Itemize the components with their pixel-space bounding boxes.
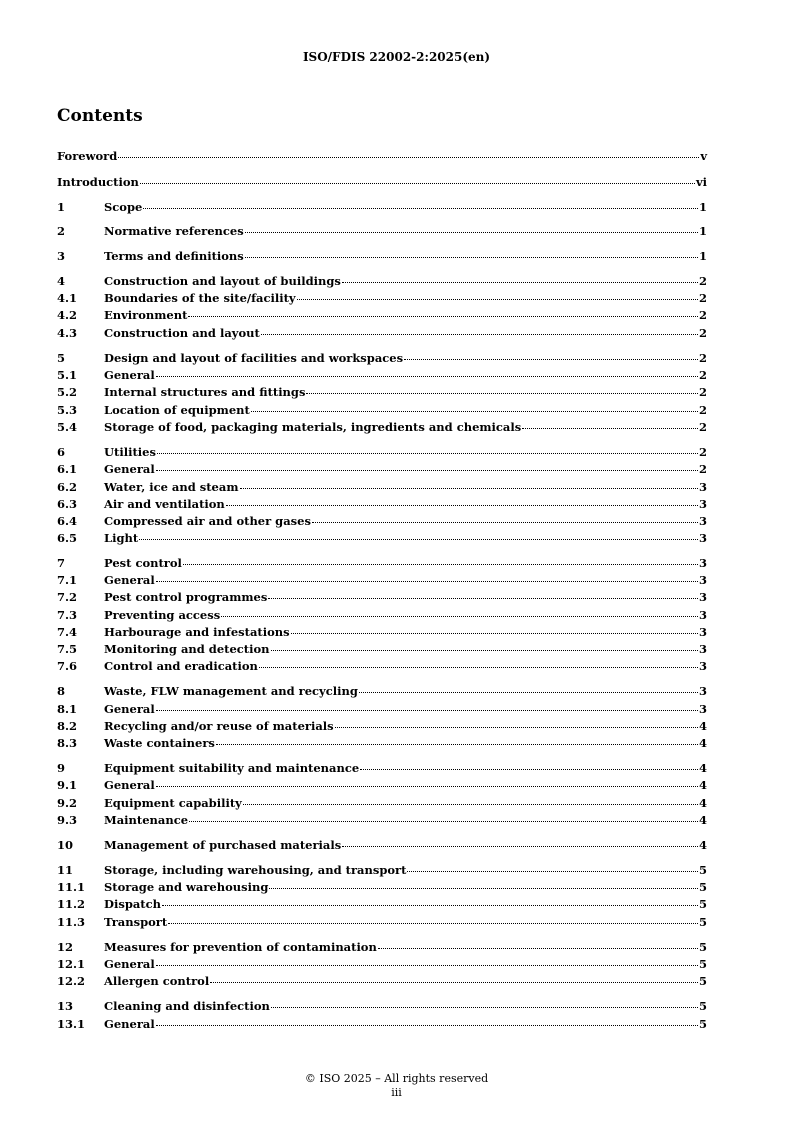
toc-entry-number: 5.3	[57, 403, 78, 417]
toc-entry-page: 3	[698, 702, 707, 716]
toc-entry-number: 10	[57, 838, 74, 852]
toc-entry[interactable]	[57, 812, 707, 828]
toc-entry-page: 5	[698, 940, 707, 954]
toc-entry[interactable]	[57, 461, 707, 477]
toc-entry-page: 2	[698, 445, 707, 459]
toc-entry-label: Introduction	[57, 175, 139, 189]
toc-entry-page: 4	[698, 796, 707, 810]
toc-dot-leader	[297, 298, 698, 300]
toc-entry-label: Storage of food, packaging materials, ingredients and chemicals	[104, 420, 522, 434]
toc-dot-leader	[221, 615, 698, 617]
toc-entry-label: Measures for prevention of contamination	[104, 940, 377, 954]
toc-entry-label: Boundaries of the site/facility	[104, 291, 296, 305]
toc-entry-number: 13.1	[57, 1017, 86, 1031]
toc-entry[interactable]	[57, 199, 707, 215]
toc-dot-leader	[189, 820, 698, 822]
toc-entry-number: 7.3	[57, 608, 78, 622]
toc-entry[interactable]	[57, 956, 707, 972]
toc-entry-number: 9.1	[57, 778, 78, 792]
toc-entry-label: General	[104, 957, 155, 971]
toc-dot-leader	[140, 182, 695, 184]
toc-dot-leader	[259, 666, 698, 668]
toc-entry-label: General	[104, 462, 155, 476]
toc-dot-leader	[291, 632, 698, 634]
toc-entry-label: Harbourage and infestations	[104, 625, 290, 639]
copyright-notice: © ISO 2025 – All rights reserved	[304, 1072, 489, 1085]
toc-entry[interactable]	[57, 290, 707, 306]
toc-entry-label: Equipment capability	[104, 796, 242, 810]
toc-entry-page: 5	[698, 974, 707, 988]
toc-entry-page: 4	[698, 761, 707, 775]
toc-dot-leader	[118, 156, 699, 158]
toc-dot-leader	[168, 922, 698, 924]
toc-entry-number: 1	[57, 200, 66, 214]
toc-entry[interactable]	[57, 624, 707, 640]
toc-entry-label: General	[104, 778, 155, 792]
toc-entry-number: 6.3	[57, 497, 78, 511]
toc-entry-page: 2	[698, 291, 707, 305]
toc-dot-leader	[139, 538, 698, 540]
toc-entry-page: 5	[698, 999, 707, 1013]
toc-entry-label: Water, ice and steam	[104, 480, 239, 494]
toc-entry-page: 2	[698, 420, 707, 434]
toc-entry-number: 4.3	[57, 326, 78, 340]
toc-entry-number: 6.1	[57, 462, 78, 476]
toc-entry[interactable]	[57, 777, 707, 793]
toc-entry[interactable]	[57, 148, 707, 164]
toc-entry-label: Waste containers	[104, 736, 215, 750]
toc-entry[interactable]	[57, 350, 707, 366]
toc-dot-leader	[251, 410, 698, 412]
toc-entry-page: 3	[698, 497, 707, 511]
toc-entry-label: Control and eradication	[104, 659, 258, 673]
toc-entry-page: vi	[695, 175, 707, 189]
toc-dot-leader	[157, 452, 698, 454]
page-footer	[0, 1072, 793, 1100]
toc-entry[interactable]	[57, 513, 707, 529]
toc-entry-label: Preventing access	[104, 608, 221, 622]
toc-entry[interactable]	[57, 1016, 707, 1032]
toc-entry-label: Storage, including warehousing, and transport	[104, 863, 407, 877]
toc-entry-page: 3	[698, 514, 707, 528]
toc-dot-leader	[335, 726, 698, 728]
toc-entry-number: 11.1	[57, 880, 86, 894]
toc-entry-page: 5	[698, 915, 707, 929]
toc-entry-number: 5.4	[57, 420, 78, 434]
toc-entry[interactable]	[57, 307, 707, 323]
toc-entry[interactable]	[57, 973, 707, 989]
toc-dot-leader	[240, 487, 698, 489]
toc-entry-number: 11	[57, 863, 74, 877]
toc-entry-label: Foreword	[57, 149, 118, 163]
toc-entry-label: Light	[104, 531, 139, 545]
toc-dot-leader	[156, 580, 698, 582]
toc-entry-label: Dispatch	[104, 897, 161, 911]
toc-dot-leader	[360, 768, 698, 770]
toc-entry[interactable]	[57, 496, 707, 512]
toc-entry[interactable]	[57, 174, 707, 190]
toc-dot-leader	[359, 691, 698, 693]
toc-entry-number: 8	[57, 684, 66, 698]
toc-dot-leader	[271, 1006, 698, 1008]
toc-entry-page: 5	[698, 880, 707, 894]
toc-entry[interactable]	[57, 444, 707, 460]
toc-entry-page: 2	[698, 274, 707, 288]
toc-dot-leader	[210, 981, 698, 983]
toc-entry-label: Compressed air and other gases	[104, 514, 311, 528]
toc-entry-page: 4	[698, 838, 707, 852]
toc-dot-leader	[306, 392, 698, 394]
toc-entry-number: 7	[57, 556, 66, 570]
toc-entry-page: 2	[698, 368, 707, 382]
toc-entry-label: Transport	[104, 915, 168, 929]
toc-entry-page: 5	[698, 957, 707, 971]
toc-entry-number: 7.5	[57, 642, 78, 656]
toc-entry-page: 4	[698, 736, 707, 750]
toc-entry-number: 4	[57, 274, 66, 288]
toc-entry[interactable]	[57, 641, 707, 657]
document-id-header: ISO/FDIS 22002-2:2025(en)	[302, 50, 491, 64]
toc-entry-number: 13	[57, 999, 74, 1013]
toc-entry[interactable]	[57, 419, 707, 435]
toc-entry[interactable]	[57, 607, 707, 623]
toc-entry[interactable]	[57, 223, 707, 239]
toc-entry[interactable]	[57, 896, 707, 912]
toc-entry-page: 3	[698, 573, 707, 587]
toc-entry-label: Waste, FLW management and recycling	[104, 684, 358, 698]
toc-entry-number: 4.2	[57, 308, 78, 322]
contents-title: Contents	[57, 106, 143, 126]
toc-entry-number: 6.2	[57, 480, 78, 494]
toc-dot-leader	[226, 504, 698, 506]
toc-entry[interactable]	[57, 367, 707, 383]
toc-entry-page: 5	[698, 1017, 707, 1031]
toc-dot-leader	[312, 521, 698, 523]
toc-entry-label: Recycling and/or reuse of materials	[104, 719, 334, 733]
toc-entry-page: 3	[698, 659, 707, 673]
toc-entry-label: Construction and layout	[104, 326, 260, 340]
toc-dot-leader	[261, 333, 698, 335]
toc-entry-number: 7.6	[57, 659, 78, 673]
toc-entry-number: 5.2	[57, 385, 78, 399]
toc-entry[interactable]	[57, 939, 707, 955]
toc-entry-page: 3	[698, 608, 707, 622]
toc-entry-label: General	[104, 1017, 155, 1031]
toc-entry-label: Normative references	[104, 224, 244, 238]
toc-entry-page: 3	[698, 642, 707, 656]
toc-entry-label: General	[104, 573, 155, 587]
toc-entry-page: 2	[698, 326, 707, 340]
toc-dot-leader	[143, 207, 698, 209]
toc-entry-number: 5.1	[57, 368, 78, 382]
page-number: iii	[391, 1086, 402, 1099]
toc-dot-leader	[407, 870, 698, 872]
toc-dot-leader	[269, 887, 698, 889]
toc-entry[interactable]	[57, 384, 707, 400]
toc-dot-leader	[342, 845, 698, 847]
toc-entry-number: 6	[57, 445, 66, 459]
toc-entry[interactable]	[57, 325, 707, 341]
toc-entry-label: Pest control	[104, 556, 182, 570]
toc-entry-label: Internal structures and fittings	[104, 385, 306, 399]
toc-entry-page: 4	[698, 778, 707, 792]
toc-entry-page: 3	[698, 590, 707, 604]
toc-entry-page: 2	[698, 385, 707, 399]
toc-entry-label: Management of purchased materials	[104, 838, 342, 852]
toc-entry-page: 5	[698, 863, 707, 877]
toc-entry[interactable]	[57, 479, 707, 495]
toc-entry-number: 5	[57, 351, 66, 365]
toc-entry[interactable]	[57, 530, 707, 546]
toc-entry-number: 9.3	[57, 813, 78, 827]
toc-dot-leader	[245, 231, 698, 233]
toc-entry-number: 12.1	[57, 957, 86, 971]
toc-entry-page: 3	[698, 556, 707, 570]
toc-dot-leader	[271, 649, 698, 651]
toc-entry-number: 12	[57, 940, 74, 954]
toc-entry-number: 7.2	[57, 590, 78, 604]
toc-dot-leader	[156, 375, 698, 377]
toc-dot-leader	[245, 256, 698, 258]
toc-entry[interactable]	[57, 572, 707, 588]
toc-entry-page: 3	[698, 531, 707, 545]
toc-entry[interactable]	[57, 795, 707, 811]
toc-entry[interactable]	[57, 701, 707, 717]
toc-entry-page: v	[700, 149, 707, 163]
toc-entry-number: 8.2	[57, 719, 78, 733]
toc-entry-number: 4.1	[57, 291, 78, 305]
toc-entry[interactable]	[57, 914, 707, 930]
toc-entry-label: Utilities	[104, 445, 156, 459]
toc-entry-page: 2	[698, 308, 707, 322]
toc-dot-leader	[156, 1024, 698, 1026]
toc-dot-leader	[156, 964, 698, 966]
toc-entry-label: Design and layout of facilities and workspaces	[104, 351, 404, 365]
toc-entry-label: General	[104, 368, 155, 382]
toc-entry[interactable]	[57, 837, 707, 853]
toc-entry-number: 8.3	[57, 736, 78, 750]
toc-entry-label: Terms and definitions	[104, 249, 244, 263]
toc-dot-leader	[268, 597, 698, 599]
toc-dot-leader	[156, 469, 698, 471]
toc-entry-label: Scope	[104, 200, 143, 214]
toc-entry-page: 3	[698, 684, 707, 698]
toc-dot-leader	[243, 803, 698, 805]
toc-dot-leader	[188, 315, 698, 317]
toc-entry-number: 8.1	[57, 702, 78, 716]
toc-entry[interactable]	[57, 589, 707, 605]
toc-entry-label: Environment	[104, 308, 188, 322]
toc-dot-leader	[342, 281, 698, 283]
toc-entry-number: 3	[57, 249, 66, 263]
toc-entry-label: Maintenance	[104, 813, 189, 827]
toc-entry-label: General	[104, 702, 155, 716]
toc-entry-number: 9	[57, 761, 66, 775]
toc-entry-number: 9.2	[57, 796, 78, 810]
toc-entry-page: 2	[698, 351, 707, 365]
toc-entry-page: 3	[698, 625, 707, 639]
toc-entry[interactable]	[57, 273, 707, 289]
toc-entry[interactable]	[57, 248, 707, 264]
toc-dot-leader	[404, 358, 698, 360]
toc-entry-label: Allergen control	[104, 974, 210, 988]
toc-dot-leader	[183, 563, 698, 565]
toc-entry-page: 2	[698, 403, 707, 417]
toc-entry[interactable]	[57, 879, 707, 895]
toc-entry-label: Location of equipment	[104, 403, 250, 417]
toc-entry-number: 11.3	[57, 915, 86, 929]
toc-entry[interactable]	[57, 402, 707, 418]
toc-dot-leader	[378, 947, 698, 949]
toc-entry-page: 4	[698, 813, 707, 827]
toc-entry-page: 4	[698, 719, 707, 733]
toc-entry-number: 7.1	[57, 573, 78, 587]
toc-entry[interactable]	[57, 683, 707, 699]
toc-dot-leader	[162, 904, 698, 906]
toc-entry-label: Monitoring and detection	[104, 642, 270, 656]
toc-entry-page: 2	[698, 462, 707, 476]
toc-entry-number: 12.2	[57, 974, 86, 988]
toc-entry-label: Cleaning and disinfection	[104, 999, 270, 1013]
toc-entry-page: 5	[698, 897, 707, 911]
toc-dot-leader	[156, 785, 698, 787]
toc-entry-number: 6.4	[57, 514, 78, 528]
toc-entry[interactable]	[57, 658, 707, 674]
toc-entry-page: 3	[698, 480, 707, 494]
toc-entry-number: 11.2	[57, 897, 86, 911]
toc-entry-page: 1	[698, 224, 707, 238]
toc-entry[interactable]	[57, 998, 707, 1014]
toc-entry-number: 7.4	[57, 625, 78, 639]
toc-entry-page: 1	[698, 200, 707, 214]
toc-entry-page: 1	[698, 249, 707, 263]
toc-entry[interactable]	[57, 555, 707, 571]
toc-dot-leader	[156, 709, 698, 711]
toc-entry-label: Air and ventilation	[104, 497, 225, 511]
toc-entry[interactable]	[57, 760, 707, 776]
toc-dot-leader	[522, 427, 698, 429]
toc-entry[interactable]	[57, 735, 707, 751]
toc-entry-label: Equipment suitability and maintenance	[104, 761, 360, 775]
toc-entry[interactable]	[57, 718, 707, 734]
toc-entry[interactable]	[57, 862, 707, 878]
toc-entry-number: 6.5	[57, 531, 78, 545]
toc-entry-label: Pest control programmes	[104, 590, 268, 604]
toc-entry-label: Storage and warehousing	[104, 880, 269, 894]
toc-dot-leader	[216, 743, 698, 745]
toc-entry-label: Construction and layout of buildings	[104, 274, 341, 288]
toc-entry-number: 2	[57, 224, 66, 238]
